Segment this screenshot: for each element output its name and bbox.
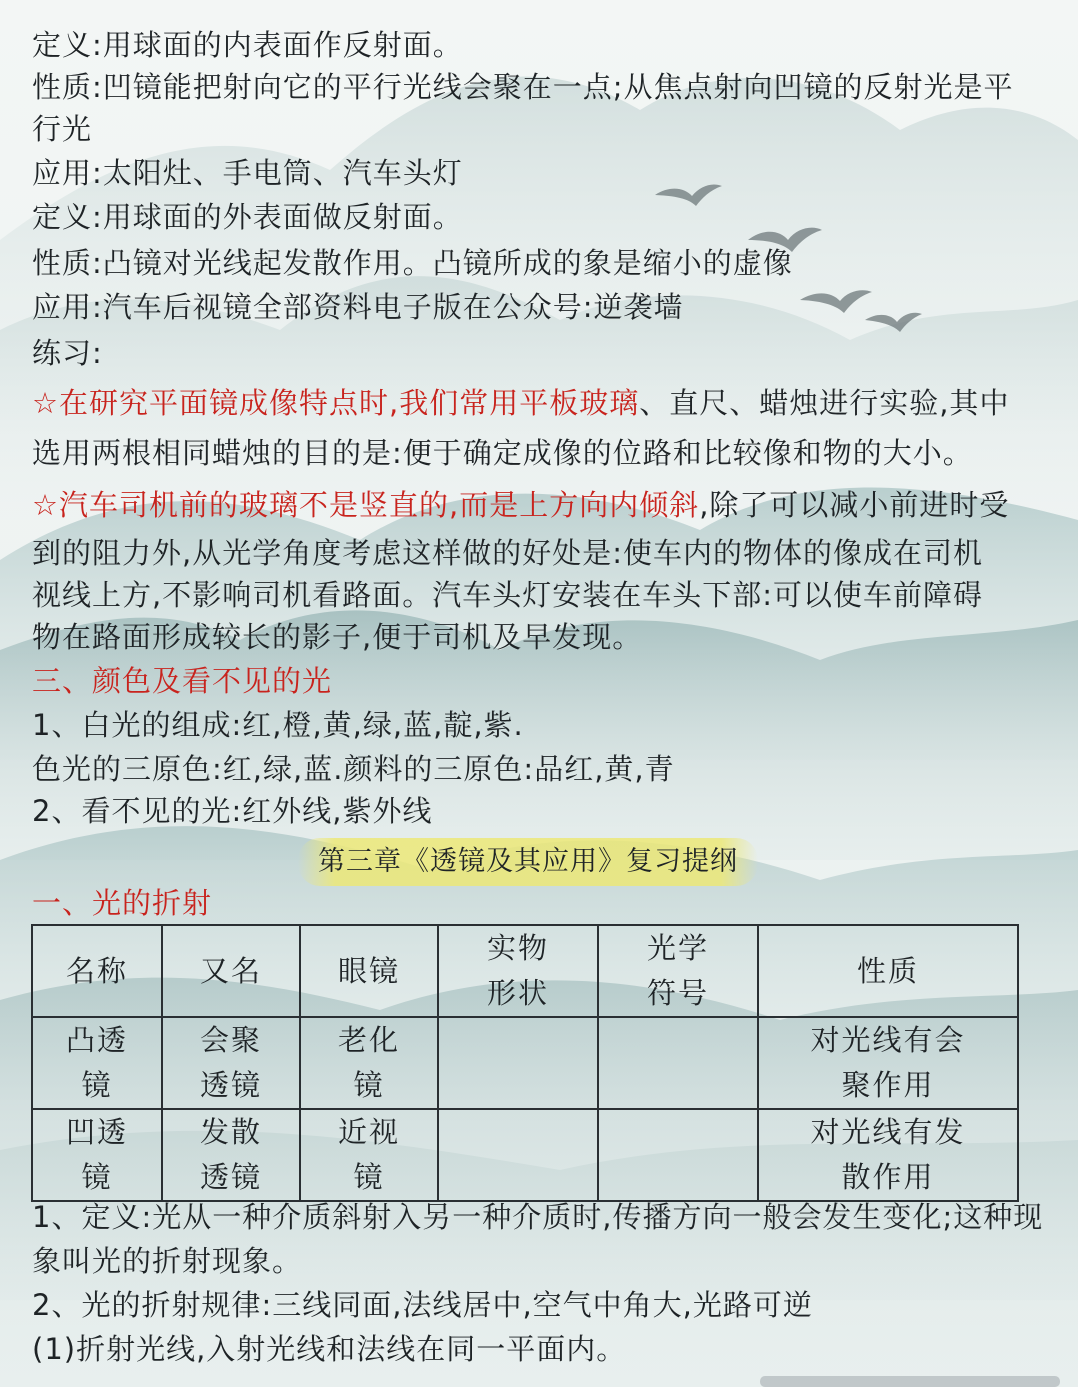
cell-convex-lens: 凸透 镜 — [32, 1017, 162, 1109]
refraction-law-1: (1)折射光线,入射光线和法线在同一平面内。 — [32, 1332, 627, 1366]
exercise1-line2: 选用两根相同蜡烛的目的是:便于确定成像的位路和比较像和物的大小。 — [32, 436, 973, 470]
convex-mirror-definition: 定义:用球面的外表面做反射面。 — [32, 200, 463, 234]
table-row — [32, 1017, 1018, 1109]
refraction-definition-line1: 1、定义:光从一种介质斜射入另一种介质时,传播方向一般会发生变化;这种现 — [32, 1200, 1044, 1234]
concave-mirror-application: 应用:太阳灶、手电筒、汽车头灯 — [32, 156, 463, 190]
cell-empty-symbol — [598, 1109, 758, 1201]
exercise2-line2: 到的阻力外,从光学角度考虑这样做的好处是:使车内的物体的像成在司机 — [32, 536, 983, 570]
header-alias: 又名 — [162, 925, 300, 1017]
exercise2-line1 — [32, 482, 1042, 528]
cell-empty-symbol — [598, 1017, 758, 1109]
cell-concave-lens: 凹透 镜 — [32, 1109, 162, 1201]
exercise1-highlight: ☆在研究平面镜成像特点时,我们常用平板玻璃 — [32, 386, 640, 420]
exercise-label: 练习: — [32, 336, 103, 370]
cell-empty-shape — [438, 1109, 598, 1201]
chapter-title: 第三章《透镜及其应用》复习提纲 — [298, 838, 758, 886]
watermark-strip — [760, 1376, 1060, 1387]
section1-title: 一、光的折射 — [32, 886, 213, 920]
cell-myopia-glasses: 近视 镜 — [300, 1109, 438, 1201]
refraction-law: 2、光的折射规律:三线同面,法线居中,空气中角大,光路可逆 — [32, 1288, 813, 1322]
cell-empty-shape — [438, 1017, 598, 1109]
white-light-composition: 1、白光的组成:红,橙,黄,绿,蓝,靛,紫. — [32, 708, 524, 742]
header-symbol: 光学 符号 — [598, 925, 758, 1017]
cell-presbyopia-glasses: 老化 镜 — [300, 1017, 438, 1109]
cell-converging-lens: 会聚 透镜 — [162, 1017, 300, 1109]
convex-mirror-application: 应用:汽车后视镜全部资料电子版在公众号:逆袭墙 — [32, 290, 684, 324]
cell-diverging-lens: 发散 透镜 — [162, 1109, 300, 1201]
header-shape: 实物 形状 — [438, 925, 598, 1017]
table-row — [32, 1109, 1018, 1201]
invisible-light: 2、看不见的光:红外线,紫外线 — [32, 794, 433, 828]
primary-colors: 色光的三原色:红,绿,蓝.颜料的三原色:品红,黄,青 — [32, 752, 675, 786]
header-property: 性质 — [758, 925, 1018, 1017]
concave-mirror-property: 性质:凹镜能把射向它的平行光线会聚在一点;从焦点射向凹镜的反射光是平 — [32, 70, 1014, 104]
exercise2-highlight: ☆汽车司机前的玻璃不是竖直的,而是上方向内倾斜 — [32, 488, 700, 522]
lens-table — [31, 924, 1019, 1202]
cell-converging-property: 对光线有会 聚作用 — [758, 1017, 1018, 1109]
table-header-row — [32, 925, 1018, 1017]
section3-title: 三、颜色及看不见的光 — [32, 664, 333, 698]
exercise1-line1 — [32, 380, 1042, 426]
header-glasses: 眼镜 — [300, 925, 438, 1017]
convex-mirror-property: 性质:凸镜对光线起发散作用。凸镜所成的象是缩小的虚像 — [32, 246, 793, 280]
exercise1-rest: 、直尺、蜡烛进行实验,其中 — [639, 386, 1010, 420]
exercise2-line4: 物在路面形成较长的影子,便于司机及早发现。 — [32, 620, 643, 654]
exercise2-line3: 视线上方,不影响司机看路面。汽车头灯安装在车头下部:可以使车前障碍 — [32, 578, 983, 612]
concave-mirror-definition: 定义:用球面的内表面作反射面。 — [32, 28, 463, 62]
concave-mirror-property-cont: 行光 — [32, 112, 93, 146]
refraction-definition-line2: 象叫光的折射现象。 — [32, 1244, 303, 1278]
cell-diverging-property: 对光线有发 散作用 — [758, 1109, 1018, 1201]
header-name: 名称 — [32, 925, 162, 1017]
exercise2-rest: ,除了可以减小前进时受 — [699, 488, 1010, 522]
